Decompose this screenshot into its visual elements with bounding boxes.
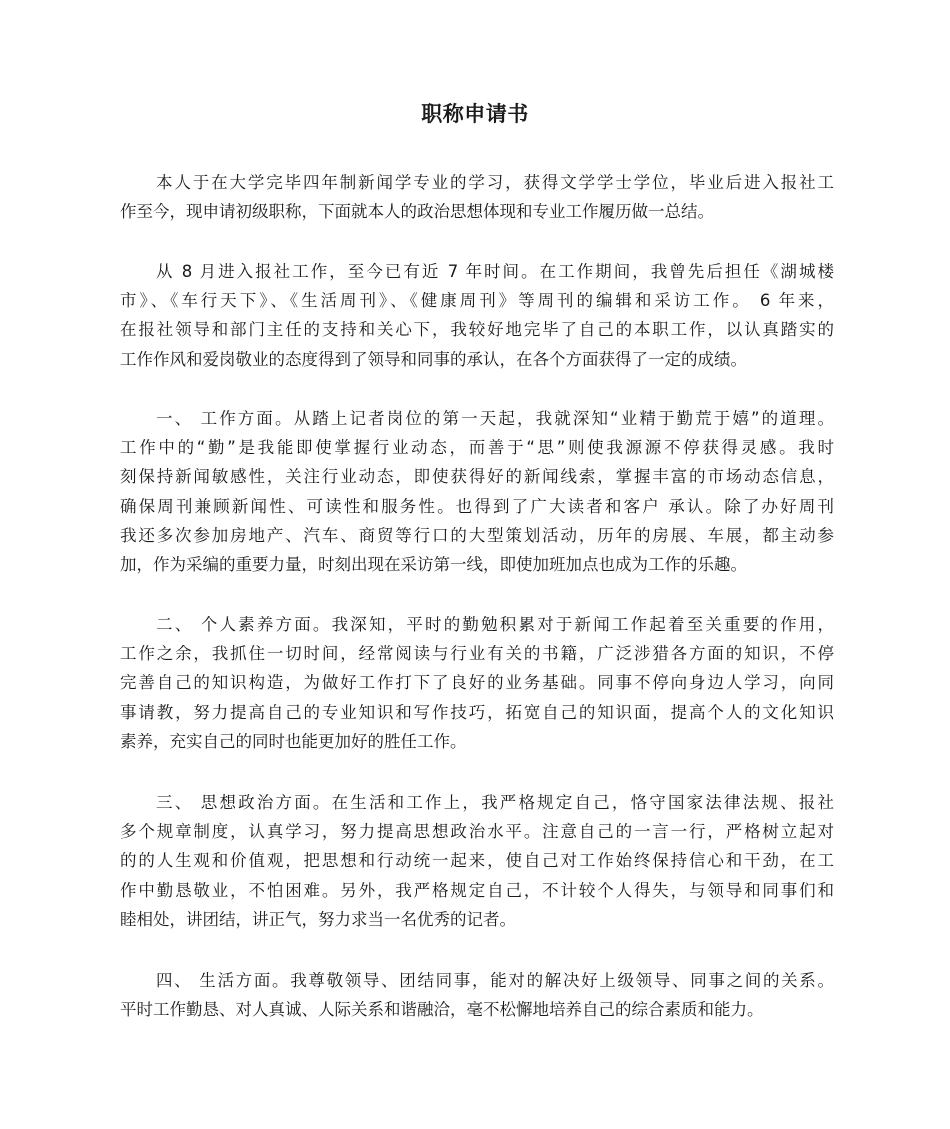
paragraph-line: 工作中的“勤”是我能即使掌握行业动态，而善于“思”则使我源源不停获得灵感。我时 [120, 438, 834, 458]
paragraph-line: 在报社领导和部门主任的支持和关心下，我较好地完毕了自己的本职工作，以认真踏实的 [120, 320, 834, 340]
paragraph-line: 睦相处，讲团结，讲正气，努力求当一名优秀的记者。 [120, 909, 516, 929]
paragraph-line: 事请教，努力提高自己的专业知识和写作技巧，拓宽自己的知识面，提高个人的文化知识 [120, 702, 834, 722]
paragraph-line: 工作作风和爱岗敬业的态度得到了领导和同事的承认，在各个方面获得了一定的成绩。 [120, 349, 747, 369]
paragraph-line: 多个规章制度，认真学习，努力提高思想政治水平。注意自己的一言一行，严格树立起对 [120, 822, 834, 842]
paragraph-line: 我还多次参加房地产、汽车、商贸等行口的大型策划活动，历年的房展、车展，都主动参 [120, 525, 834, 545]
paragraph-line: 从 8 月进入报社工作，至今已有近 7 年时间。在工作期间，我曾先后担任《湖城楼 [156, 262, 834, 281]
paragraph-life-aspect [120, 966, 834, 1024]
paragraph-work-history [120, 257, 834, 374]
paragraph-line: 刻保持新闻敏感性，关注行业动态，即使获得好的新闻线索，掌握丰富的市场动态信息， [120, 467, 834, 487]
paragraph-introduction [120, 168, 834, 226]
paragraph-line: 作至今，现申请初级职称，下面就本人的政治思想体现和专业工作履历做一总结。 [120, 202, 714, 222]
paragraph-line: 一、 工作方面。从踏上记者岗位的第一天起，我就深知“业精于勤荒于嬉”的道理。 [156, 409, 834, 428]
paragraph-work-aspect [120, 404, 834, 579]
paragraph-line: 作中勤恳敬业，不怕困难。另外，我严格规定自己，不计较个人得失，与领导和同事们和 [120, 880, 834, 900]
paragraph-line: 四、 生活方面。我尊敬领导、团结同事，能对的解决好上级领导、同事之间的关系。 [156, 971, 834, 990]
paragraph-line: 完善自己的知识构造，为做好工作打下了良好的业务基础。同事不停向身边人学习，向同 [120, 673, 834, 693]
paragraph-line: 本人于在大学完毕四年制新闻学专业的学习，获得文学学士学位，毕业后进入报社工 [156, 173, 834, 192]
paragraph-line: 三、 思想政治方面。在生活和工作上，我严格规定自己，恪守国家法律法规、报社 [156, 793, 834, 812]
paragraph-political-thought [120, 788, 834, 934]
paragraph-line: 的的人生观和价值观，把思想和行动统一起来，使自己对工作始终保持信心和干劲，在工 [120, 851, 834, 871]
paragraph-personal-quality [120, 610, 834, 756]
paragraph-line: 工作之余，我抓住一切时间，经常阅读与行业有关的书籍，广泛涉猎各方面的知识，不停 [120, 644, 834, 664]
paragraph-line: 素养，充实自己的同时也能更加好的胜任工作。 [120, 731, 467, 751]
paragraph-line: 确保周刊兼顾新闻性、可读性和服务性。也得到了广大读者和客户 承认。除了办好周刊 [120, 496, 834, 516]
paragraph-line: 平时工作勤恳、对人真诚、人际关系和谐融洽，毫不松懈地培养自己的综合素质和能力。 [120, 1000, 764, 1020]
paragraph-line: 市》、《车行天下》、《生活周刊》、《健康周刊》等周刊的编辑和采访工作。 6 年来， [120, 291, 834, 311]
document-title: 职称申请书 [421, 102, 529, 126]
paragraph-line: 二、 个人素养方面。我深知，平时的勤勉积累对于新闻工作起着至关重要的作用， [156, 615, 834, 634]
paragraph-line: 加，作为采编的重要力量，时刻出现在采访第一线，即使加班加点也成为工作的乐趣。 [120, 555, 747, 575]
